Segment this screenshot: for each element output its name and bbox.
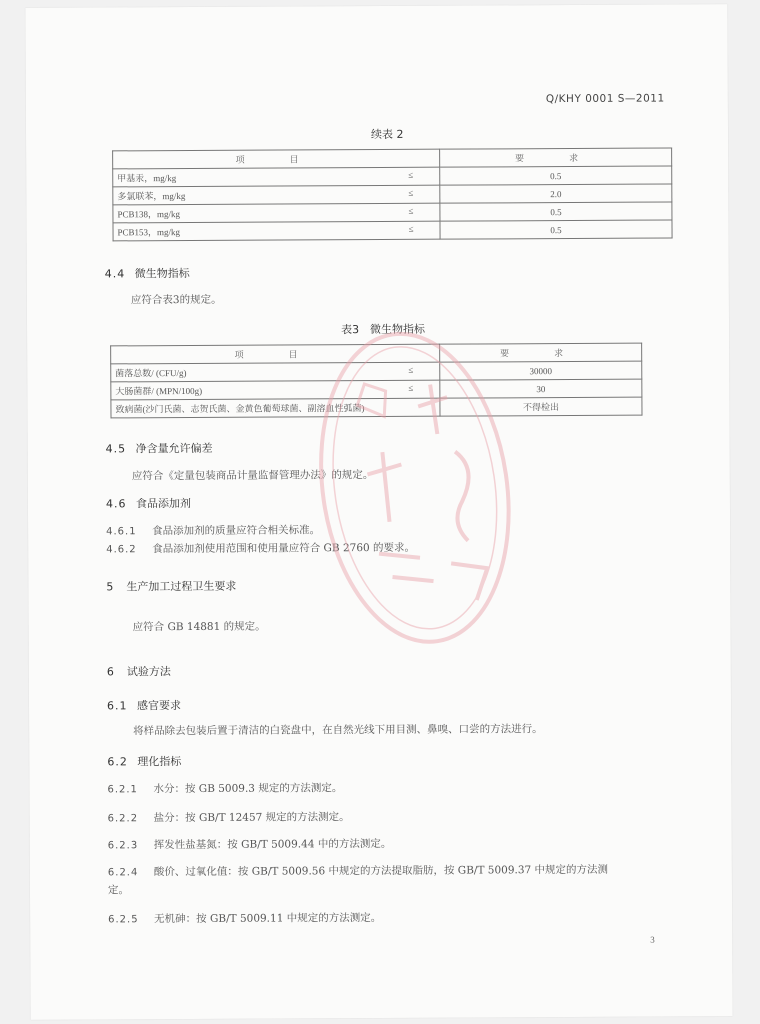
paragraph: 将样品除去包装后置于清洁的白瓷盘中，在自然光线下用目测、鼻嗅、口尝的方法进行。 xyxy=(133,723,543,738)
table-cell xyxy=(113,185,440,205)
section-number: 5 xyxy=(106,580,115,594)
table2 xyxy=(112,147,672,241)
clause-text: 盐分：按 GB/T 12457 规定的方法测定。 xyxy=(153,811,350,825)
table-cell: 不得检出 xyxy=(440,397,642,416)
le-symbol: ≤ xyxy=(408,382,414,393)
table-row xyxy=(111,397,642,418)
le-symbol: ≤ xyxy=(408,364,414,375)
section-number: 6.1 xyxy=(106,699,128,713)
table-cell xyxy=(113,221,440,241)
section-title: 微生物指标 xyxy=(134,266,190,281)
clause-number: 6.2.2 xyxy=(107,813,139,825)
clause-continuation: 定。 xyxy=(107,884,130,897)
section-heading-6 xyxy=(107,663,171,679)
row-name: 多氯联苯，mg/kg xyxy=(117,191,186,202)
section-heading-6-2 xyxy=(107,753,181,769)
subclause-6-2-2 xyxy=(108,809,350,825)
section-title: 理化指标 xyxy=(137,755,182,769)
section-heading-4-5 xyxy=(106,440,213,457)
subclause-4-6-2 xyxy=(106,540,415,557)
le-symbol: ≤ xyxy=(408,169,414,180)
row-name: PCB138，mg/kg xyxy=(117,209,180,220)
document-code: Q/KHY 0001 S—2011 xyxy=(545,92,665,106)
row-name: 致病菌(沙门氏菌、志贺氏菌、金黄色葡萄球菌、副溶血性弧菌) xyxy=(115,403,365,415)
le-symbol: ≤ xyxy=(408,223,414,234)
subclause-6-2-3 xyxy=(108,836,392,852)
table-row xyxy=(113,220,672,241)
section-number: 4.4 xyxy=(104,267,126,281)
row-name: 大肠菌群/ (MPN/100g) xyxy=(115,385,203,397)
le-symbol: ≤ xyxy=(408,205,414,216)
row-name: 甲基汞，mg/kg xyxy=(117,173,177,184)
le-symbol: ≤ xyxy=(408,187,414,198)
table-cell xyxy=(111,398,440,418)
section-number: 4.6 xyxy=(105,497,127,511)
clause-text: 食品添加剂的质量应符合相关标准。 xyxy=(152,524,321,538)
subclause-4-6-1 xyxy=(106,522,320,538)
section-title: 净含量允许偏差 xyxy=(135,441,213,456)
clause-text: 酸价、过氧化值：按 GB/T 5009.56 中规定的方法提取脂肪，按 GB/T 5009.37 中规定的方法测 xyxy=(153,863,609,879)
table-cell xyxy=(113,203,440,223)
table-cell xyxy=(111,380,440,400)
table-cell: 0.5 xyxy=(440,166,672,185)
table-header-cell: 要 求 xyxy=(440,148,672,167)
table-cell xyxy=(111,362,440,382)
section-number: 6.2 xyxy=(107,755,128,769)
section-heading-4-6 xyxy=(106,495,191,511)
subclause-6-2-5 xyxy=(108,910,381,926)
row-name: 菌落总数/ (CFU/g) xyxy=(115,368,187,379)
clause-text: 无机砷：按 GB/T 5009.11 中规定的方法测定。 xyxy=(154,911,382,926)
clause-text: 水分：按 GB 5009.3 规定的方法测定。 xyxy=(153,782,343,796)
section-title: 生产加工过程卫生要求 xyxy=(126,579,237,594)
document-page xyxy=(25,4,732,1020)
table3 xyxy=(110,343,642,419)
clause-number: 6.2.1 xyxy=(107,784,138,796)
clause-number: 4.6.1 xyxy=(106,526,137,538)
section-number: 6 xyxy=(106,665,115,679)
table-cell: 0.5 xyxy=(440,202,672,221)
page-number: 3 xyxy=(650,934,655,945)
table-cell: 0.5 xyxy=(440,220,672,239)
clause-number: 4.6.2 xyxy=(106,544,137,556)
section-heading-6-1 xyxy=(107,697,181,713)
section-heading-5 xyxy=(106,578,236,595)
table2-caption: 续表 2 xyxy=(370,127,404,142)
table-header-cell: 项 目 xyxy=(111,344,440,364)
section-title: 试验方法 xyxy=(126,665,171,679)
clause-number: 6.2.4 xyxy=(107,867,139,879)
paragraph: 应符合《定量包装商品计量监督管理办法》的规定。 xyxy=(131,469,374,483)
table-cell: 30 xyxy=(440,379,642,398)
subclause-6-2-4 xyxy=(108,861,668,879)
table-header-cell: 要 求 xyxy=(440,343,642,362)
clause-text: 食品添加剂使用范围和使用量应符合 GB 2760 的要求。 xyxy=(152,541,416,556)
table-cell: 2.0 xyxy=(440,184,672,203)
section-heading-4-4 xyxy=(105,265,190,281)
paragraph: 应符合表3的规定。 xyxy=(130,293,222,307)
row-name: PCB153，mg/kg xyxy=(117,227,181,238)
table-cell xyxy=(113,167,440,187)
subclause-6-2-1 xyxy=(107,780,342,796)
table3-caption: 表3 微生物指标 xyxy=(341,322,426,337)
table-header-cell: 项 目 xyxy=(113,149,440,169)
paragraph: 应符合 GB 14881 的规定。 xyxy=(132,620,266,634)
section-number: 4.5 xyxy=(105,442,127,456)
clause-text: 挥发性盐基氮：按 GB/T 5009.44 中的方法测定。 xyxy=(153,837,392,852)
section-title: 感官要求 xyxy=(136,699,182,713)
clause-number: 6.2.5 xyxy=(108,914,139,926)
section-title: 食品添加剂 xyxy=(135,496,191,511)
clause-number: 6.2.3 xyxy=(107,840,139,852)
table-cell: 30000 xyxy=(440,361,642,380)
